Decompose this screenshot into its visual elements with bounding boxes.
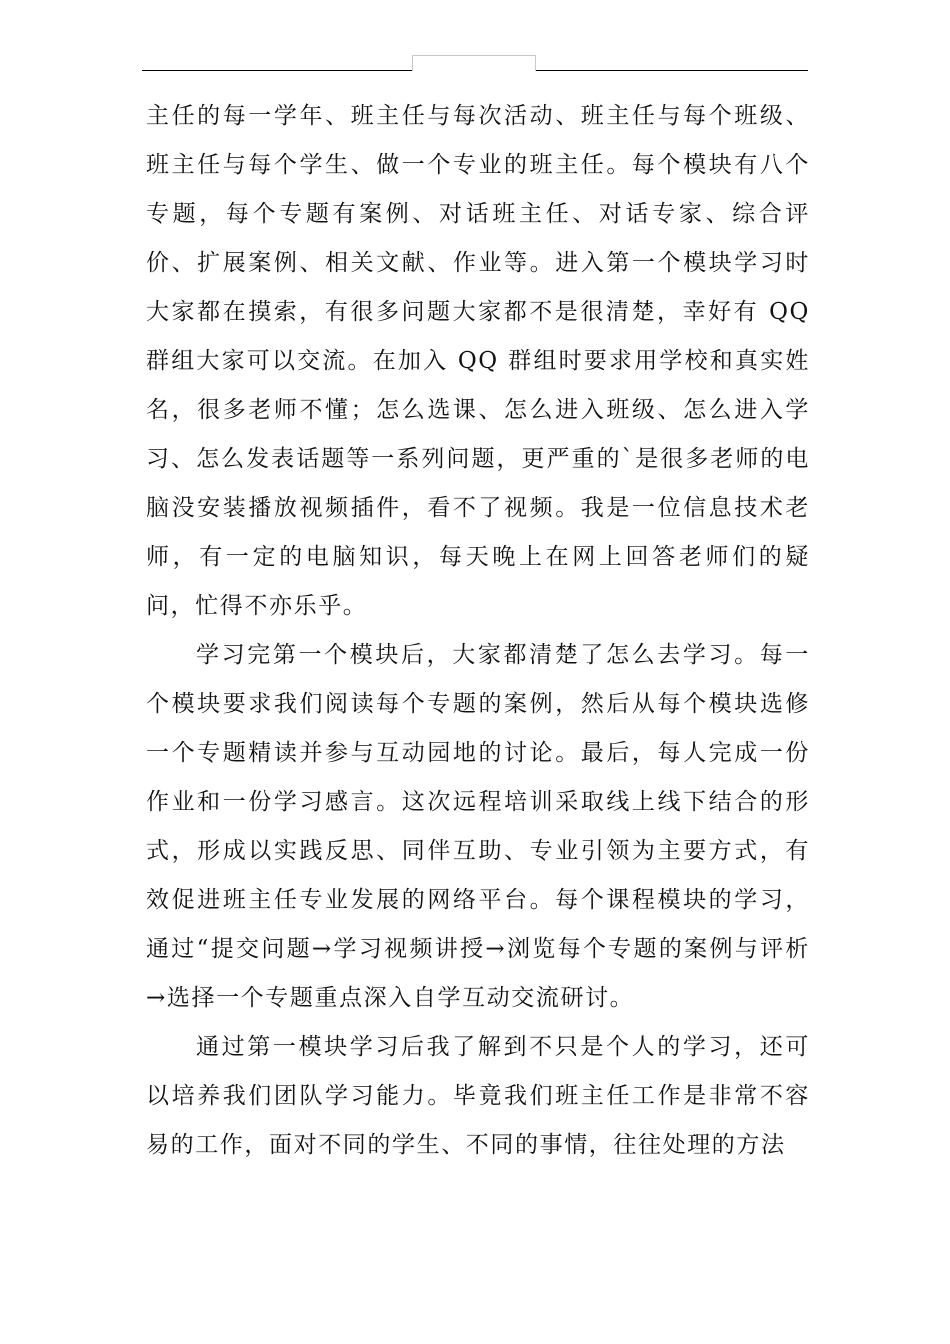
header-tab bbox=[412, 55, 536, 71]
document-body bbox=[146, 92, 810, 1170]
paragraph-3: 通过第一模块学习后我了解到不只是个人的学习，还可以培养我们团队学习能力。毕竟我们班主任工作是非常不容易的工作，面对不同的学生、不同的事情，往往处理的方法 bbox=[146, 1034, 810, 1158]
paragraph-2: 学习完第一个模块后，大家都清楚了怎么去学习。每一个模块要求我们阅读每个专题的案例，然后从每个模块选修一个专题精读并参与互动园地的讨论。最后，每人完成一份作业和一份学习感言。这次远程培训采取线上线下结合的形式，形成以实践反思、同伴互助、专业引领为主要方式，有效促进班主任专业发展的网络平台。每个课程模块的学习，通过“提交问题→学习视频讲授→浏览每个专题的案例与评析→选择一个专题重点深入自学互动交流研讨。 bbox=[146, 642, 810, 1011]
paragraph-1: 主任的每一学年、班主任与每次活动、班主任与每个班级、班主任与每个学生、做一个专业的班主任。每个模块有八个专题，每个专题有案例、对话班主任、对话专家、综合评价、扩展案例、相关文献、作业等。进入第一个模块学习时大家都在摸索，有很多问题大家都不是很清楚，幸好有 QQ 群组大家可以交流。在加入 QQ 群组时要求用学校和真实姓名，很多老师不懂；怎么选课、怎么进入班级、怎么进入学习、怎么发表话题等一系列问题，更严重的`是很多老师的电脑没安装播放视频插件，看不了视频。我是一位信息技术老师，有一定的电脑知识，每天晚上在网上回答老师们的疑问，忙得不亦乐乎。 bbox=[146, 103, 810, 619]
